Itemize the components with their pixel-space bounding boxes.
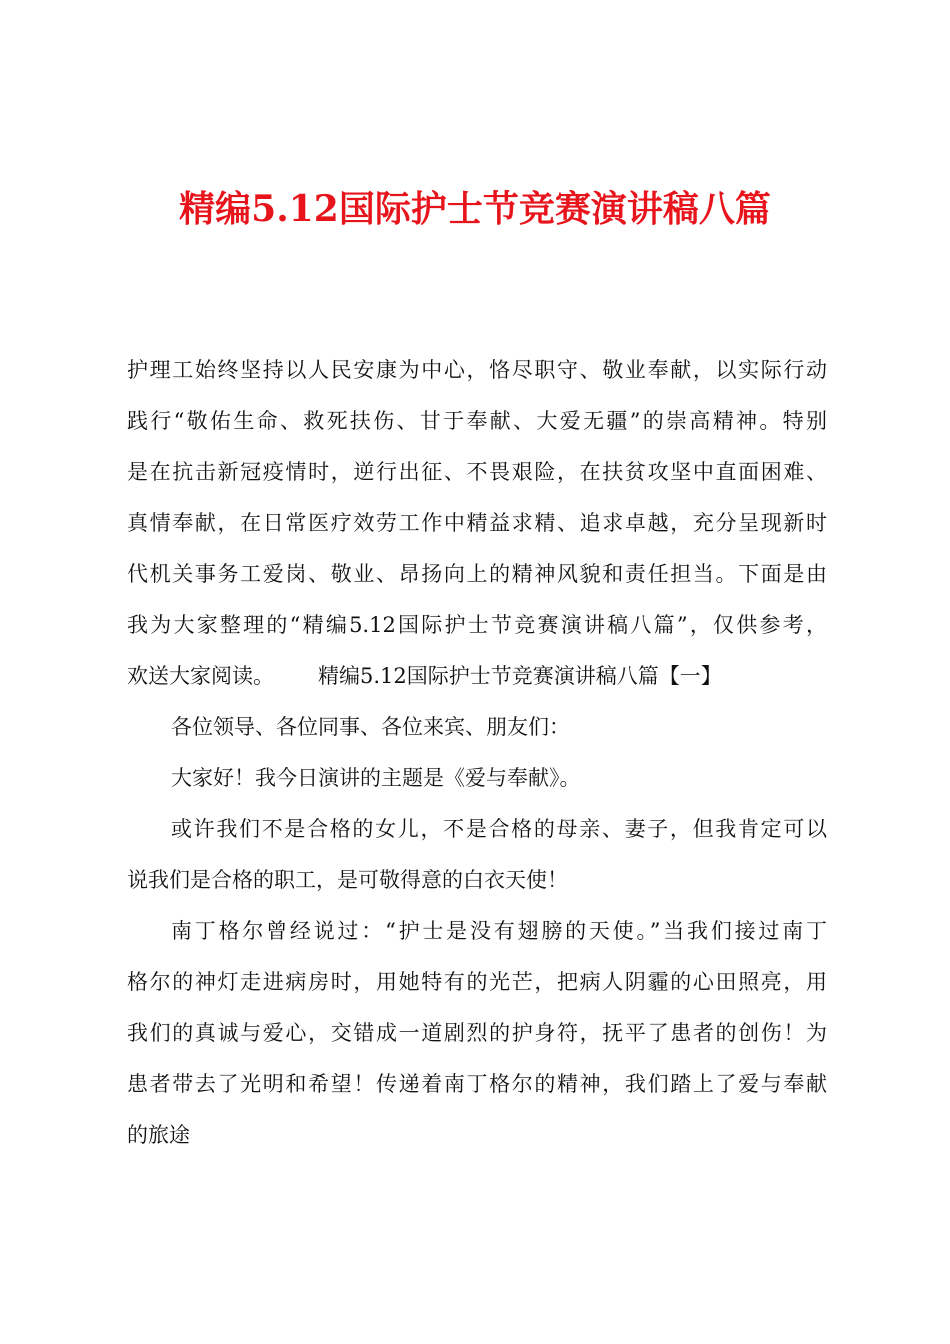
intro-line: 真情奉献，在日常医疗效劳工作中精益求精、追求卓越，充分呈现新时 xyxy=(127,511,827,535)
intro-line: 践行“敬佑生命、救死扶伤、甘于奉献、大爱无疆”的崇高精神。特别 xyxy=(127,409,827,433)
paragraph-line: 的旅途 xyxy=(127,1123,190,1147)
intro-line: 我为大家整理的“精编5.12国际护士节竞赛演讲稿八篇”，仅供参考， xyxy=(127,613,827,637)
paragraph-line: 南丁格尔曾经说过：“护士是没有翅膀的天使。”当我们接过南丁 xyxy=(171,919,827,943)
document-body xyxy=(127,345,827,1161)
paragraph-line: 格尔的神灯走进病房时，用她特有的光芒，把病人阴霾的心田照亮，用 xyxy=(127,970,827,994)
section-heading: 精编5.12国际护士节竞赛演讲稿八篇【一】 xyxy=(318,664,722,688)
intro-last-text: 欢送大家阅读。 xyxy=(127,664,274,688)
intro-line: 代机关事务工爱岗、敬业、昂扬向上的精神风貌和责任担当。下面是由 xyxy=(127,562,827,586)
paragraph-line: 我们的真诚与爱心，交错成一道剧烈的护身符，抚平了患者的创伤！为 xyxy=(127,1021,827,1045)
intro-last-line xyxy=(127,651,827,702)
paragraph-line: 患者带去了光明和希望！传递着南丁格尔的精神，我们踏上了爱与奉献 xyxy=(127,1072,827,1096)
paragraph-line: 说我们是合格的职工，是可敬得意的白衣天使！ xyxy=(127,868,568,892)
intro-line: 是在抗击新冠疫情时，逆行出征、不畏艰险，在扶贫攻坚中直面困难、 xyxy=(127,460,827,484)
hello-line: 大家好！我今日演讲的主题是《爱与奉献》。 xyxy=(171,766,581,790)
intro-line: 护理工始终坚持以人民安康为中心，恪尽职守、敬业奉献，以实际行动 xyxy=(127,358,827,382)
document-title: 精编5.12国际护士节竞赛演讲稿八篇 xyxy=(179,188,771,230)
greeting: 各位领导、各位同事、各位来宾、朋友们： xyxy=(171,715,570,739)
paragraph-line: 或许我们不是合格的女儿，不是合格的母亲、妻子，但我肯定可以 xyxy=(171,817,827,841)
